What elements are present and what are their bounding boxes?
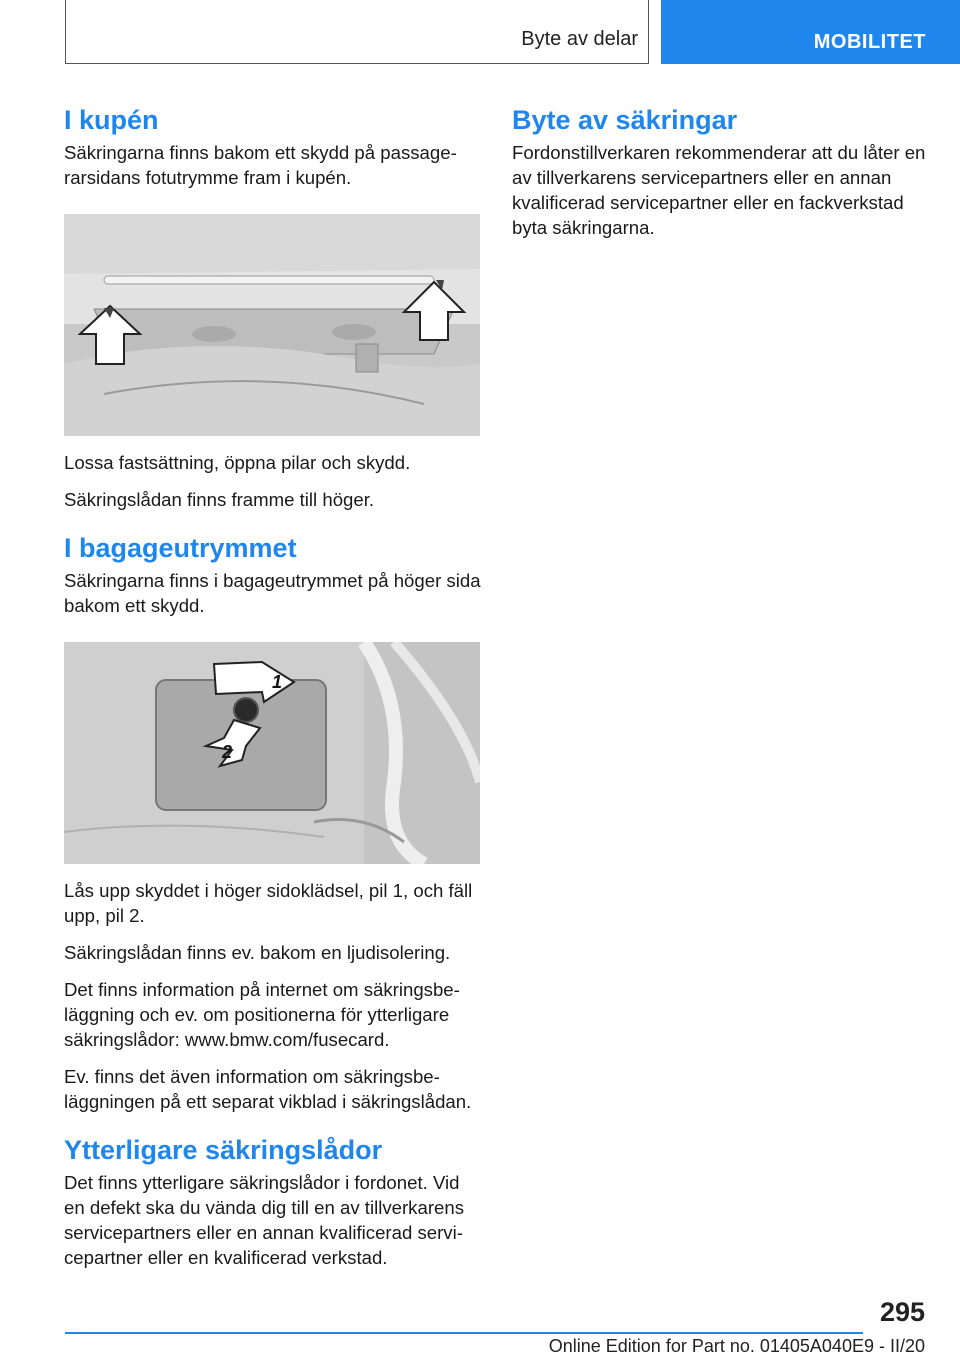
figure-trunk-cover	[64, 642, 480, 864]
paragraph: Lås upp skyddet i höger sidoklädsel, pil 1, och fäll upp, pil 2.	[64, 880, 473, 926]
section-title-trunk: I bagageutrymmet	[64, 533, 297, 563]
paragraph: Säkringslådan finns framme till höger.	[64, 489, 375, 510]
right-column	[512, 104, 932, 252]
paragraph: Det finns information på internet om säkringsbeläggning och ev. om positionerna för ytterligare säkringslådor: www.bmw.com/fusecard.	[64, 979, 460, 1050]
paragraph: Ev. finns det även information om säkringsbeläggningen på ett separat vikblad i säkringslådan.	[64, 1066, 472, 1112]
paragraph: Säkringarna finns bakom ett skydd på passagerarsidans fotutrymme fram i kupén.	[64, 142, 457, 188]
paragraph: Det finns ytterligare säkringslådor i fordonet. Vid en defekt ska du vända dig till en av tillverkarens servicepartners eller en annan kvalificerad servicepartner eller en kvalificerad verkstad.	[64, 1172, 464, 1268]
left-column	[64, 104, 484, 1282]
figure-cabin-cover	[64, 214, 480, 436]
footer-divider	[65, 1332, 863, 1334]
header-chapter-tab	[661, 0, 960, 64]
paragraph: Säkringarna finns i bagageutrymmet på höger sida bakom ett skydd.	[64, 570, 481, 616]
paragraph: Lossa fastsättning, öppna pilar och skydd.	[64, 452, 411, 473]
edition-footer: Online Edition for Part no. 01405A040E9 - II/20	[548, 1336, 925, 1356]
page-number: 295	[879, 1297, 925, 1327]
cabin-cover-illustration	[64, 214, 480, 436]
chapter-label: MOBILITET	[813, 31, 926, 53]
arrow-label-2: 2	[222, 742, 233, 762]
paragraph: Säkringslådan finns ev. bakom en ljudisolering.	[64, 942, 451, 963]
header-section-title: Byte av delar	[521, 28, 638, 50]
section-title-additional-fuse-boxes: Ytterligare säkringslådor	[64, 1135, 383, 1165]
paragraph: Fordonstillverkaren rekommenderar att du låter en av tillverkarens servicepartners eller en annan kvalificerad servicepartner eller en fackverkstad byta säkringarna.	[512, 142, 926, 238]
arrow-label-1: 1	[272, 672, 283, 692]
trunk-cover-illustration	[64, 642, 480, 864]
section-title-cabin: I kupén	[64, 105, 159, 135]
section-title-fuse-replacement: Byte av säkringar	[512, 105, 738, 135]
